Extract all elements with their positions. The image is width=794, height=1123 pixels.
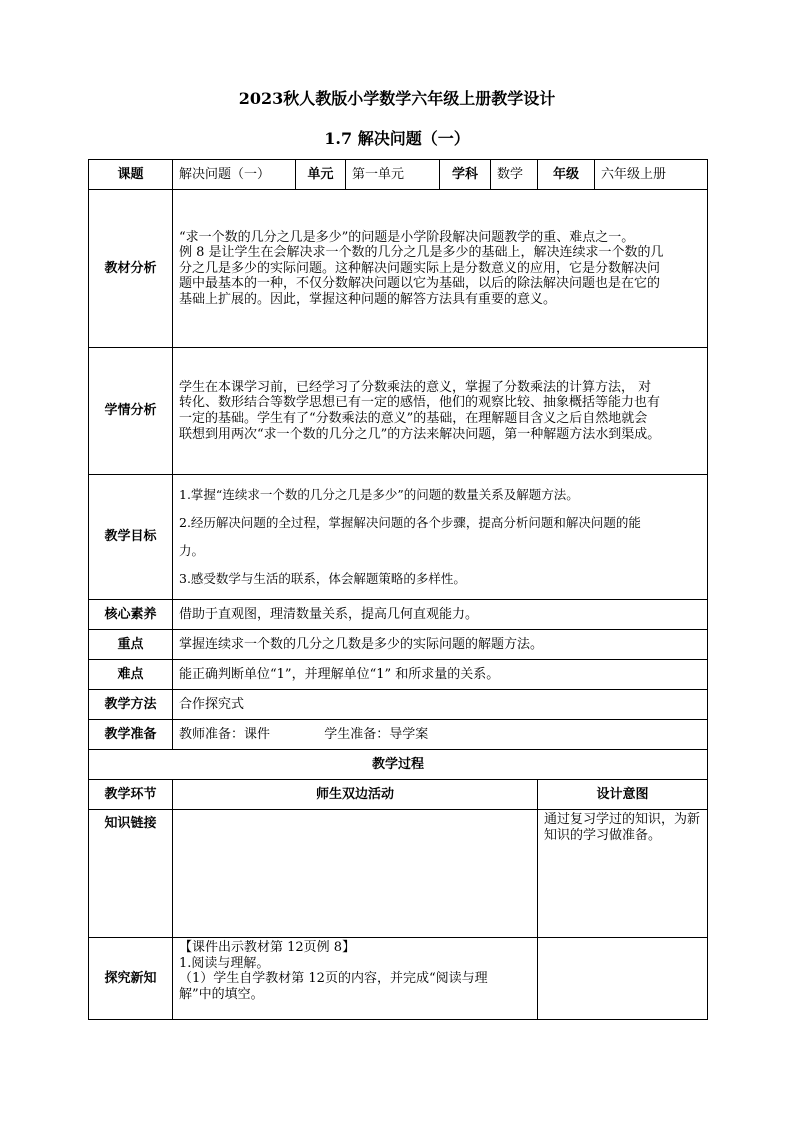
method-row: [89, 690, 708, 720]
process-heading-row: [89, 750, 708, 780]
text-line: 3.感受数学与生活的联系，体会解题策略的多样性。: [179, 571, 466, 586]
teaching-goals-row: [89, 475, 708, 600]
teaching-goals-label: 教学目标: [89, 475, 173, 600]
text-line: 联想到用两次“求一个数的几分之几”的方法来解决问题，第一种解题方法水到渠成。: [179, 426, 661, 442]
text-line: 分之几是多少的实际问题。这种解决问题实际上是分数意义的应用，它是分数解决问: [179, 260, 661, 276]
subject-label: 学科: [440, 160, 491, 190]
text-line: 力。: [179, 543, 205, 558]
stage-label: 探究新知: [89, 938, 173, 1020]
core-literacy-value: 借助于直观图，理清数量关系，提高几何直观能力。: [173, 600, 708, 630]
subject-value: 数学: [491, 160, 538, 190]
core-literacy-row: [89, 600, 708, 630]
topic-label: 课题: [89, 160, 173, 190]
text-line: 1.掌握“连续求一个数的几分之几是多少”的问题的数量关系及解题方法。: [179, 487, 579, 502]
key-point-row: [89, 630, 708, 660]
preparation-row: [89, 720, 708, 750]
student-preparation: 学生准备：导学案: [324, 726, 429, 742]
text-line: 知识的学习做准备。: [544, 827, 662, 843]
process-row: [89, 938, 708, 1020]
text-line: 一定的基础。学生有了“分数乘法的意义”的基础，在理解题目含义之后自然地就会: [179, 411, 648, 426]
grade-label: 年级: [538, 160, 595, 190]
process-columns-row: [89, 780, 708, 810]
text-line: 题中最基本的一种，不仅分数解决问题以它为基础，以后的除法解决问题也是在它的: [179, 276, 661, 292]
text-line: 1.阅读与理解。: [179, 955, 270, 971]
topic-value: 解决问题（一）: [173, 160, 296, 190]
text-line: 基础上扩展的。因此，掌握这种问题的解答方法具有重要的意义。: [179, 291, 557, 307]
text-line: 转化、数形结合等数学思想已有一定的感悟，他们的观察比较、抽象概括等能力也有: [179, 395, 661, 411]
col-activity-header: 师生双边活动: [173, 780, 538, 810]
learner-analysis-text: [173, 348, 708, 475]
lesson-plan-table: [88, 159, 708, 1020]
unit-label: 单元: [296, 160, 346, 190]
preparation-label: 教学准备: [89, 720, 173, 750]
teacher-preparation: 教师准备：课件: [179, 726, 271, 742]
activity-cell: [173, 938, 538, 1020]
key-point-label: 重点: [89, 630, 173, 660]
core-literacy-label: 核心素养: [89, 600, 173, 630]
text-line: （1）学生自学教材第 12页的内容，并完成“阅读与理: [179, 971, 488, 987]
textbook-analysis-text: [173, 190, 708, 348]
method-value: 合作探究式: [173, 690, 708, 720]
grade-value: 六年级上册: [595, 160, 708, 190]
textbook-analysis-label: 教材分析: [89, 190, 173, 348]
unit-value: 第一单元: [346, 160, 440, 190]
intent-cell: [538, 810, 708, 938]
method-label: 教学方法: [89, 690, 173, 720]
difficulty-row: [89, 660, 708, 690]
textbook-analysis-row: [89, 190, 708, 348]
difficulty-value: 能正确判断单位“1”，并理解单位“1” 和所求量的关系。: [173, 660, 708, 690]
document-title: 2023秋人教版小学数学六年级上册教学设计: [238, 89, 556, 108]
process-heading: 教学过程: [89, 750, 708, 780]
key-point-value: 掌握连续求一个数的几分之几数是多少的实际问题的解题方法。: [173, 630, 708, 660]
header-row: [89, 160, 708, 190]
difficulty-label: 难点: [89, 660, 173, 690]
text-line: 通过复习学过的知识，为新: [544, 812, 701, 827]
teaching-goals-text: [173, 475, 708, 600]
text-line: 2.经历解决问题的全过程，掌握解决问题的各个步骤，提高分析问题和解决问题的能: [179, 515, 641, 530]
preparation-value: [173, 720, 708, 750]
text-line: 【课件出示教材第 12页例 8】: [179, 940, 356, 955]
lesson-title: 1.7 解决问题（一）: [324, 129, 470, 148]
text-line: “求一个数的几分之几是多少”的问题是小学阶段解决问题教学的重、难点之一。: [179, 229, 635, 245]
activity-cell: [173, 810, 538, 938]
learner-analysis-row: [89, 348, 708, 475]
col-intent-header: 设计意图: [538, 780, 708, 810]
col-stage-header: 教学环节: [89, 780, 173, 810]
text-line: 例 8 是让学生在会解决求一个数的几分之几是多少的基础上，解决连续求一个数的几: [179, 245, 664, 261]
intent-cell: [538, 938, 708, 1020]
text-line: 解”中的填空。: [179, 986, 264, 1002]
stage-label: 知识链接: [89, 810, 173, 938]
process-row: [89, 810, 708, 938]
text-line: 学生在本课学习前，已经学习了分数乘法的意义，掌握了分数乘法的计算方法， 对: [179, 379, 652, 395]
learner-analysis-label: 学情分析: [89, 348, 173, 475]
